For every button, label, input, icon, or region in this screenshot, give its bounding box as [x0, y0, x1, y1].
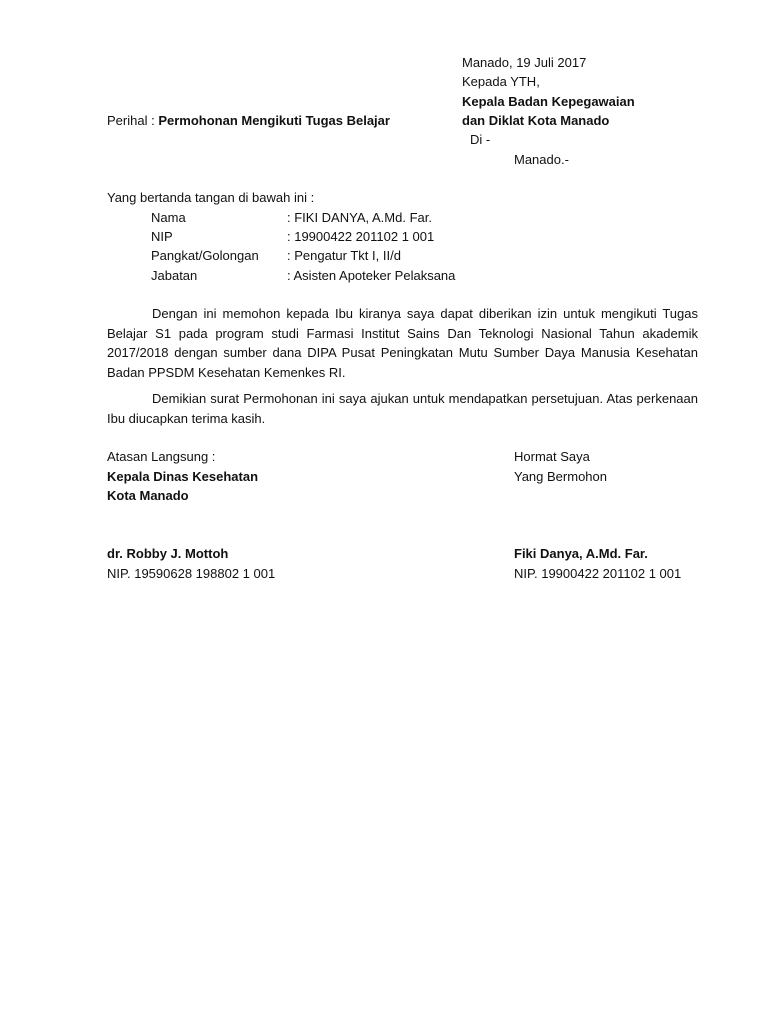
applicant-title: Yang Bermohon: [514, 469, 607, 484]
subject-value: Permohonan Mengikuti Tugas Belajar: [158, 113, 390, 128]
applicant-closing: Hormat Saya: [514, 449, 590, 464]
supervisor-title-2: Kota Manado: [107, 488, 189, 503]
identity-row-jabatan: [151, 266, 455, 286]
supervisor-title-1: Kepala Dinas Kesehatan: [107, 469, 259, 484]
applicant-nip: NIP. 19900422 201102 1 001: [514, 566, 682, 581]
supervisor-nip: NIP. 19590628 198802 1 001: [107, 566, 276, 581]
recipient-city: Manado.-: [514, 152, 569, 167]
subject-line: [107, 111, 390, 131]
recipient-line-1: Kepala Badan Kepegawaian: [462, 94, 635, 109]
identity-label: Nama: [151, 210, 186, 225]
recipient-di: Di -: [470, 132, 491, 147]
identity-label: NIP: [151, 229, 173, 244]
identity-value: : Asisten Apoteker Pelaksana: [287, 268, 456, 283]
identity-label: Pangkat/Golongan: [151, 248, 259, 263]
identity-value: : FIKI DANYA, A.Md. Far.: [287, 210, 432, 225]
identity-row-nip: [151, 227, 434, 247]
recipient-line-2: dan Diklat Kota Manado: [462, 113, 610, 128]
applicant-name: Fiki Danya, A.Md. Far.: [514, 546, 648, 561]
identity-row-nama: [151, 208, 432, 228]
supervisor-label: Atasan Langsung :: [107, 449, 216, 464]
subject-label: Perihal :: [107, 113, 159, 128]
body-paragraph-1: Dengan ini memohon kepada Ibu kiranya saya dapat diberikan izin untuk mengikuti Tugas Belajar S1 pada program studi Farmasi Institut Sains Dan Teknologi Nasional Tahun akademik 2017/2018 dengan sumber dana DIPA Pusat Peningkatan Mutu Sumber Daya Manusia Kesehatan Badan PPSDM Kesehatan Kemenkes RI.: [107, 306, 698, 380]
intro-text: Yang bertanda tangan di bawah ini :: [107, 190, 315, 205]
body-paragraph-2: Demikian surat Permohonan ini saya ajukan untuk mendapatkan persetujuan. Atas perkenaan Ibu diucapkan terima kasih.: [107, 391, 698, 426]
addressee-label: Kepada YTH,: [462, 74, 540, 89]
identity-label: Jabatan: [151, 268, 198, 283]
supervisor-name: dr. Robby J. Mottoh: [107, 546, 229, 561]
identity-row-pangkat: [151, 246, 401, 266]
letter-date: Manado, 19 Juli 2017: [462, 55, 587, 70]
identity-value: : 19900422 201102 1 001: [287, 229, 435, 244]
identity-value: : Pengatur Tkt I, II/d: [287, 248, 401, 263]
